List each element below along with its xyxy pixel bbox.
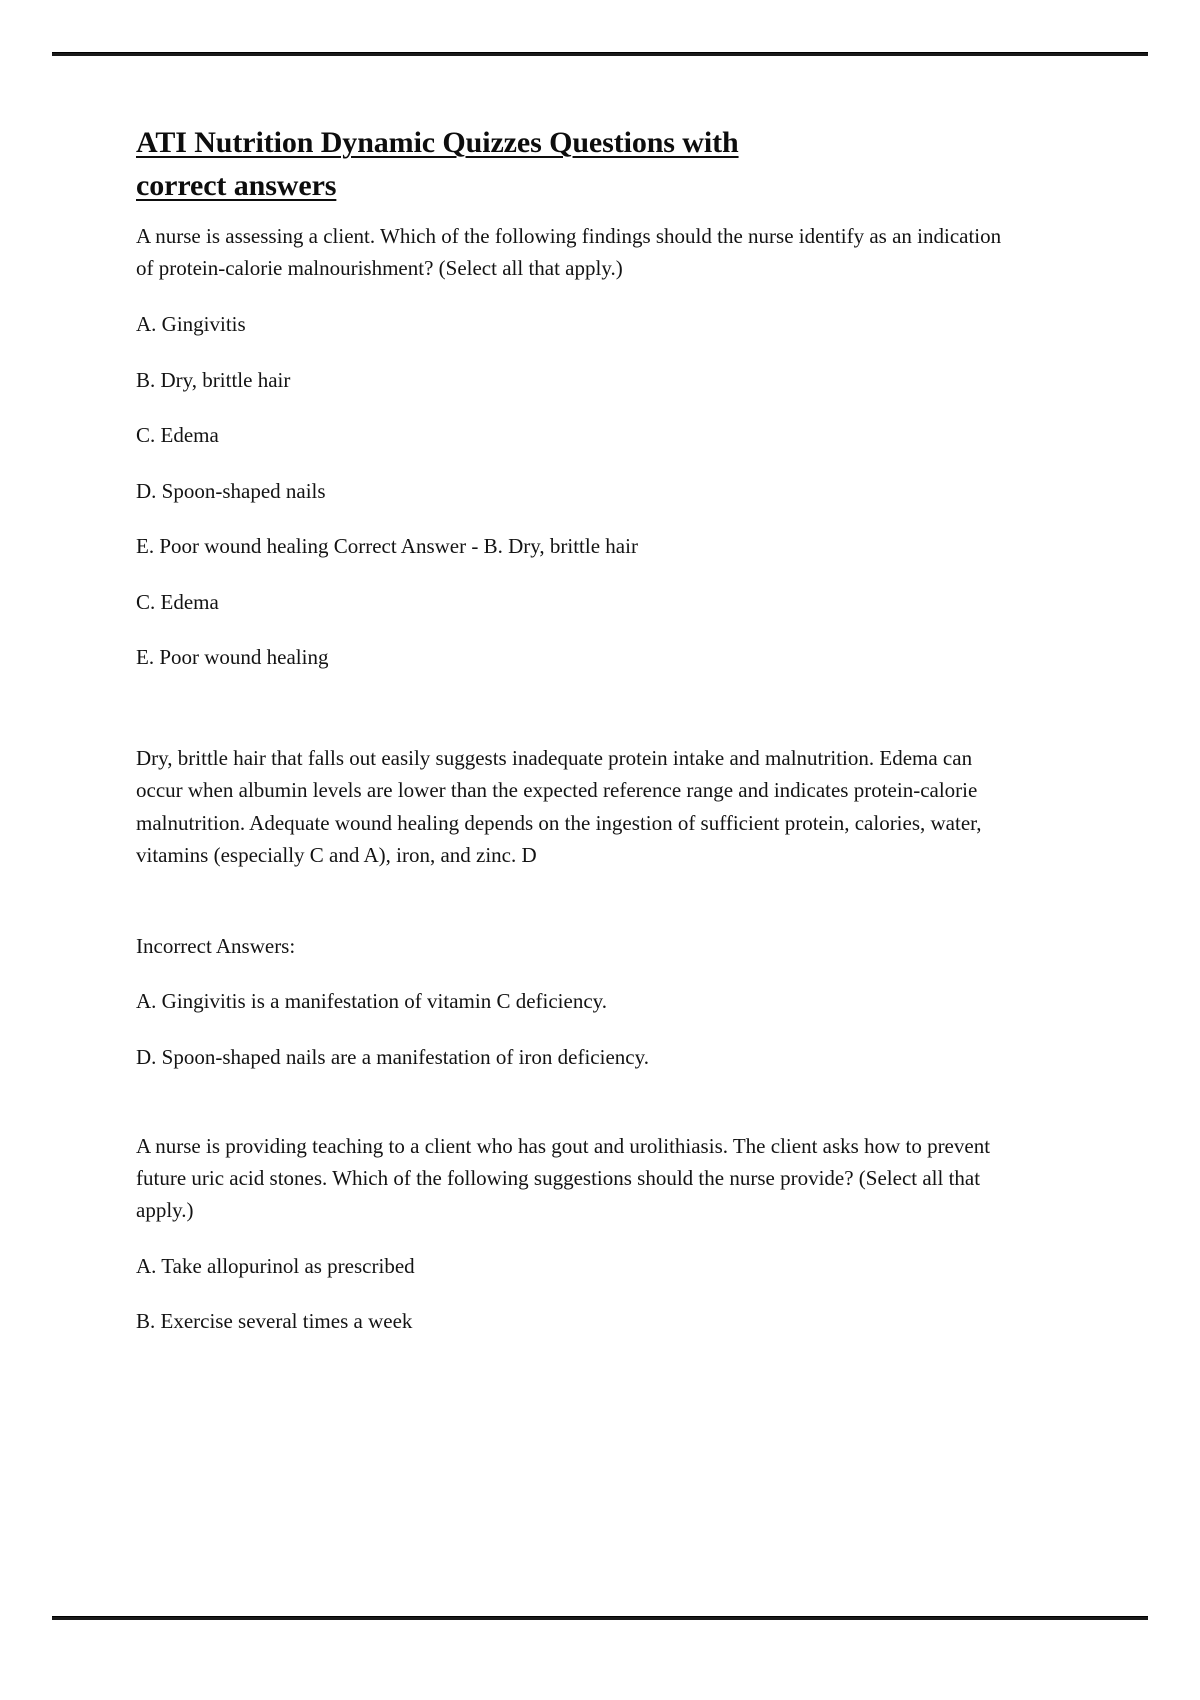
question-1-option-d: D. Spoon-shaped nails: [136, 478, 326, 503]
incorrect-answer-a: A. Gingivitis is a manifestation of vitamin C deficiency.: [136, 989, 608, 1014]
question-1-option-a: A. Gingivitis: [136, 312, 246, 336]
question-2-spacer: [136, 1097, 1010, 1131]
incorrect-answers-spacer: [136, 896, 1010, 930]
incorrect-answer-d: D. Spoon-shaped nails are a manifestation of iron deficiency.: [136, 1044, 649, 1069]
page-title-line-2: correct answers: [136, 168, 337, 202]
question-1-rationale: Dry, brittle hair that falls out easily suggests inadequate protein intake and malnutrition. Edema can occur when albumin levels are lower than the expected reference range and indicates protein-calorie malnutrition. Adequate wound healing depends on the ingestion of sufficient protein, calories, water, vitamins (especially C and A), iron, and zinc. D: [136, 745, 982, 868]
question-1-answer-e: E. Poor wound healing: [136, 645, 329, 669]
document-body: [136, 122, 1010, 1362]
question-1-option-c: C. Edema: [136, 423, 219, 447]
question-1-answer-c: C. Edema: [136, 589, 219, 614]
page-title-line-1: ATI Nutrition Dynamic Quizzes Questions with: [136, 126, 739, 159]
rationale-spacer: [136, 698, 1010, 742]
question-1-option-e-with-answer: E. Poor wound healing Correct Answer - B. Dry, brittle hair: [136, 534, 638, 558]
footer-divider-rule: [52, 1616, 1148, 1620]
header-divider-rule: [52, 52, 1148, 56]
question-2-option-b: B. Exercise several times a week: [136, 1309, 413, 1334]
question-1-option-b: B. Dry, brittle hair: [136, 367, 291, 392]
page-title: [136, 122, 1010, 207]
incorrect-answers-heading: Incorrect Answers:: [136, 933, 296, 958]
question-2-option-a: A. Take allopurinol as prescribed: [136, 1253, 415, 1278]
question-1-stem: A nurse is assessing a client. Which of the following findings should the nurse identify as an indication of protein-calorie malnourishment? (Select all that apply.): [136, 224, 1002, 281]
question-2-stem: A nurse is providing teaching to a client who has gout and urolithiasis. The client asks how to prevent future uric acid stones. Which of the following suggestions should the nurse provide? (Select all that apply.): [136, 1134, 991, 1223]
